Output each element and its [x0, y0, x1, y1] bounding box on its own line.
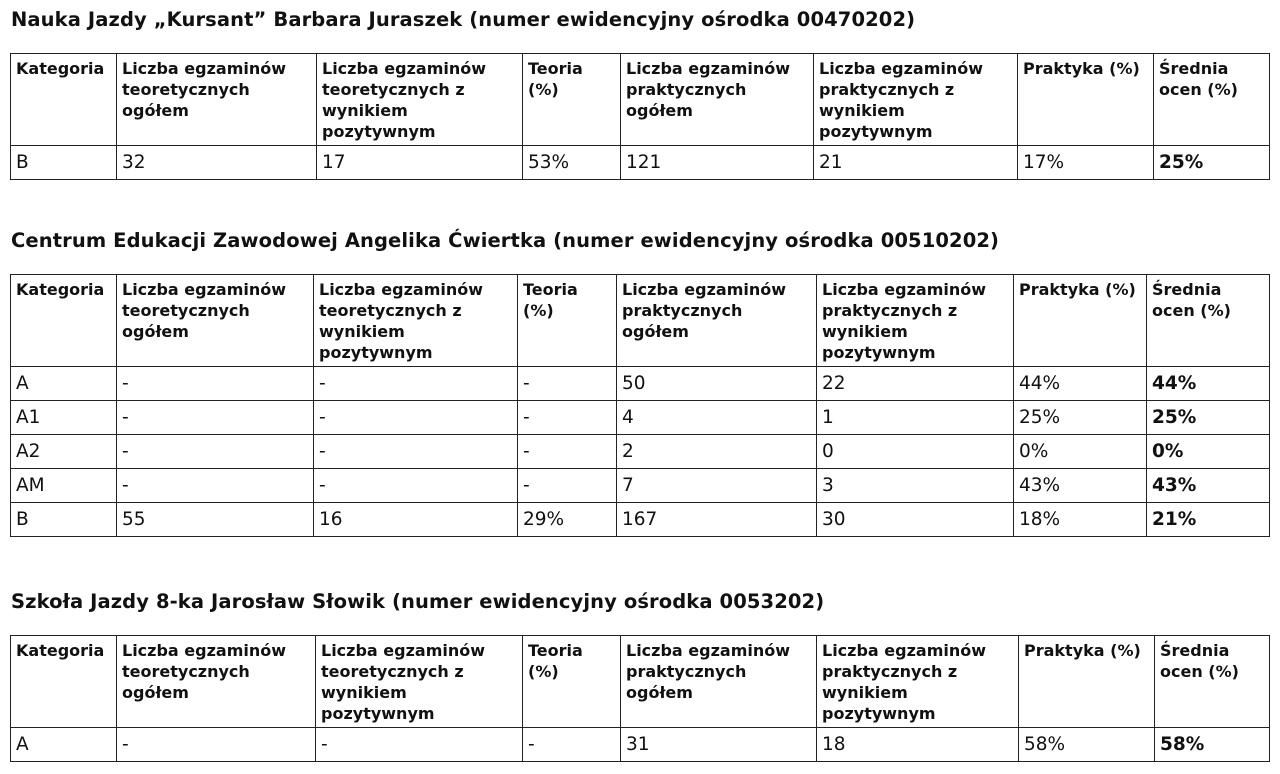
table-row [11, 503, 1270, 537]
theory-percent-cell: - [518, 469, 617, 503]
practice-percent-cell: 43% [1014, 469, 1147, 503]
header-cell: Liczba egzaminów teoretycznych z wynikiem pozytywnym [314, 275, 518, 367]
header-cell: Praktyka (%) [1019, 636, 1155, 728]
header-cell: Liczba egzaminów teoretycznych ogółem [117, 636, 316, 728]
header-cell: Liczba egzaminów praktycznych ogółem [617, 275, 817, 367]
theory-percent-cell: 29% [518, 503, 617, 537]
average-cell: 0% [1147, 435, 1270, 469]
category-cell: A [11, 728, 117, 762]
header-row [11, 54, 1270, 146]
header-cell: Praktyka (%) [1018, 54, 1154, 146]
header-row [11, 275, 1270, 367]
practice-total-cell: 4 [617, 401, 817, 435]
average-cell: 58% [1155, 728, 1270, 762]
header-cell: Teoria (%) [523, 636, 621, 728]
practice-percent-cell: 18% [1014, 503, 1147, 537]
theory-percent-cell: - [518, 367, 617, 401]
category-cell: A2 [11, 435, 117, 469]
theory-total-cell: 32 [117, 146, 317, 180]
header-cell: Liczba egzaminów teoretycznych ogółem [117, 275, 314, 367]
practice-total-cell: 50 [617, 367, 817, 401]
table-row [11, 146, 1270, 180]
theory-passed-cell: - [314, 435, 518, 469]
theory-total-cell: - [117, 401, 314, 435]
theory-passed-cell: - [314, 401, 518, 435]
practice-passed-cell: 3 [817, 469, 1014, 503]
category-cell: A1 [11, 401, 117, 435]
header-cell: Teoria (%) [518, 275, 617, 367]
header-cell: Liczba egzaminów praktycznych z wynikiem pozytywnym [817, 636, 1019, 728]
practice-passed-cell: 30 [817, 503, 1014, 537]
header-cell: Liczba egzaminów praktycznych z wynikiem pozytywnym [814, 54, 1018, 146]
theory-total-cell: - [117, 728, 316, 762]
table-row [11, 435, 1270, 469]
theory-passed-cell: - [314, 367, 518, 401]
results-table [10, 274, 1270, 537]
average-cell: 44% [1147, 367, 1270, 401]
practice-passed-cell: 1 [817, 401, 1014, 435]
theory-passed-cell: 17 [317, 146, 523, 180]
theory-percent-cell: - [518, 401, 617, 435]
practice-total-cell: 121 [621, 146, 814, 180]
theory-passed-cell: - [316, 728, 523, 762]
header-cell: Liczba egzaminów praktycznych z wynikiem pozytywnym [817, 275, 1014, 367]
practice-total-cell: 31 [621, 728, 817, 762]
category-cell: B [11, 146, 117, 180]
header-cell: Kategoria [11, 54, 117, 146]
practice-percent-cell: 44% [1014, 367, 1147, 401]
table-row [11, 401, 1270, 435]
school-title: Nauka Jazdy „Kursant” Barbara Juraszek (numer ewidencyjny ośrodka 00470202) [11, 8, 916, 31]
header-cell: Teoria (%) [523, 54, 621, 146]
theory-passed-cell: 16 [314, 503, 518, 537]
table-row [11, 469, 1270, 503]
average-cell: 25% [1147, 401, 1270, 435]
header-row [11, 636, 1270, 728]
header-cell: Kategoria [11, 636, 117, 728]
results-table [10, 53, 1270, 180]
practice-percent-cell: 17% [1018, 146, 1154, 180]
theory-total-cell: - [117, 435, 314, 469]
theory-percent-cell: - [518, 435, 617, 469]
category-cell: AM [11, 469, 117, 503]
practice-percent-cell: 58% [1019, 728, 1155, 762]
practice-percent-cell: 25% [1014, 401, 1147, 435]
results-table [10, 635, 1270, 762]
header-cell: Średnia ocen (%) [1155, 636, 1270, 728]
header-cell: Kategoria [11, 275, 117, 367]
theory-total-cell: - [117, 469, 314, 503]
practice-passed-cell: 21 [814, 146, 1018, 180]
school-title: Centrum Edukacji Zawodowej Angelika Ćwiertka (numer ewidencyjny ośrodka 00510202) [11, 229, 1000, 252]
header-cell: Praktyka (%) [1014, 275, 1147, 367]
theory-passed-cell: - [314, 469, 518, 503]
school-title: Szkoła Jazdy 8-ka Jarosław Słowik (numer ewidencyjny ośrodka 0053202) [11, 590, 825, 613]
theory-percent-cell: - [523, 728, 621, 762]
practice-total-cell: 7 [617, 469, 817, 503]
theory-total-cell: 55 [117, 503, 314, 537]
header-cell: Liczba egzaminów praktycznych ogółem [621, 54, 814, 146]
practice-total-cell: 167 [617, 503, 817, 537]
practice-passed-cell: 18 [817, 728, 1019, 762]
practice-total-cell: 2 [617, 435, 817, 469]
average-cell: 21% [1147, 503, 1270, 537]
header-cell: Liczba egzaminów teoretycznych ogółem [117, 54, 317, 146]
category-cell: A [11, 367, 117, 401]
header-cell: Liczba egzaminów praktycznych ogółem [621, 636, 817, 728]
average-cell: 25% [1154, 146, 1270, 180]
theory-total-cell: - [117, 367, 314, 401]
header-cell: Liczba egzaminów teoretycznych z wynikiem pozytywnym [316, 636, 523, 728]
practice-percent-cell: 0% [1014, 435, 1147, 469]
average-cell: 43% [1147, 469, 1270, 503]
category-cell: B [11, 503, 117, 537]
header-cell: Liczba egzaminów teoretycznych z wynikiem pozytywnym [317, 54, 523, 146]
table-row [11, 728, 1270, 762]
practice-passed-cell: 22 [817, 367, 1014, 401]
header-cell: Średnia ocen (%) [1147, 275, 1270, 367]
table-row [11, 367, 1270, 401]
practice-passed-cell: 0 [817, 435, 1014, 469]
header-cell: Średnia ocen (%) [1154, 54, 1270, 146]
theory-percent-cell: 53% [523, 146, 621, 180]
